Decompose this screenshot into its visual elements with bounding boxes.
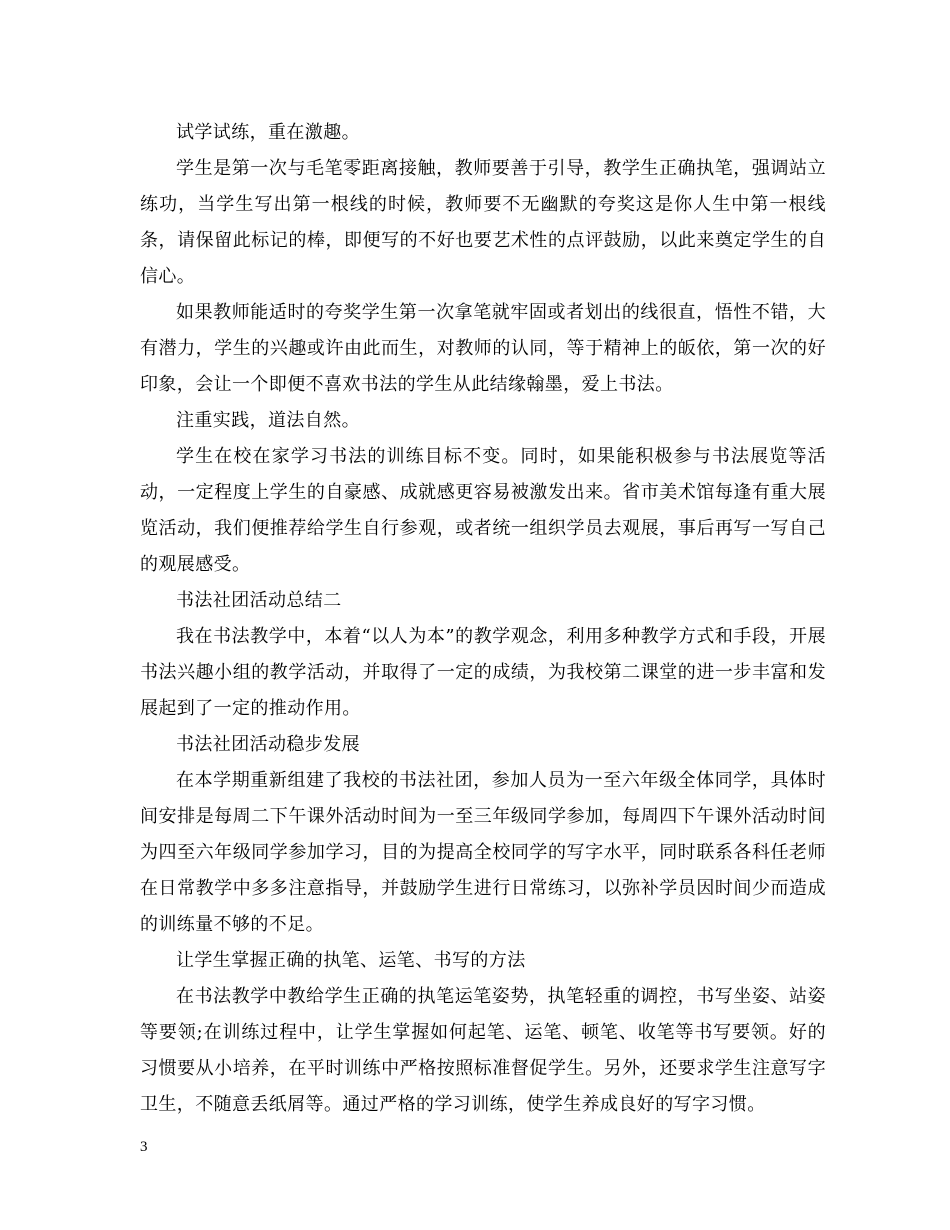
paragraph: 在本学期重新组建了我校的书法社团，参加人员为一至六年级全体同学，具体时间安排是每周二下午课外活动时间为一至三年级同学参加，每周四下午课外活动时间为四至六年级同学参加学习，目的为提高全校同学的写字水平，同时联系各科任老师在日常教学中多多注意指导，并鼓励学生进行日常练习，以弥补学员因时间少而造成的训练量不够的不足。 — [140, 770, 826, 935]
paragraph: 如果教师能适时的夸奖学生第一次拿笔就牢固或者划出的线很直，悟性不错，大有潜力，学生的兴趣或许由此而生，对教师的认同，等于精神上的皈依，第一次的好印象，会让一个即便不喜欢书法的学生从此结缘翰墨，爱上书法。 — [140, 302, 826, 395]
section-heading: 书法社团活动总结二 — [176, 590, 342, 611]
paragraph: 注重实践，道法自然。 — [176, 410, 360, 431]
paragraph: 试学试练，重在激趣。 — [176, 122, 360, 143]
paragraph: 在书法教学中教给学生正确的执笔运笔姿势，执笔轻重的调控，书写坐姿、站姿等要领;在训练过程中，让学生掌握如何起笔、运笔、顿笔、收笔等书写要领。好的习惯要从小培养，在平时训练中严格按照标准督促学生。另外，还要求学生注意写字卫生，不随意丢纸屑等。通过严格的学习训练，使学生养成良好的写字习惯。 — [140, 986, 826, 1115]
paragraph: 学生是第一次与毛笔零距离接触，教师要善于引导，教学生正确执笔，强调站立练功，当学生写出第一根线的时候，教师要不无幽默的夸奖这是你人生中第一根线条，请保留此标记的棒，即便写的不好也要艺术性的点评鼓励，以此来奠定学生的自信心。 — [140, 158, 826, 287]
document-body — [140, 115, 826, 1123]
paragraph: 我在书法教学中，本着“以人为本”的教学观念，利用多种教学方式和手段，开展书法兴趣小组的教学活动，并取得了一定的成绩，为我校第二课堂的进一步丰富和发展起到了一定的推动作用。 — [140, 626, 826, 719]
section-heading: 让学生掌握正确的执笔、运笔、书写的方法 — [176, 950, 526, 971]
section-heading: 书法社团活动稳步发展 — [176, 734, 360, 755]
paragraph: 学生在校在家学习书法的训练目标不变。同时，如果能积极参与书法展览等活动，一定程度上学生的自豪感、成就感更容易被激发出来。省市美术馆每逢有重大展览活动，我们便推荐给学生自行参观，或者统一组织学员去观展，事后再写一写自己的观展感受。 — [140, 446, 826, 575]
page-number: 3 — [140, 1139, 148, 1155]
